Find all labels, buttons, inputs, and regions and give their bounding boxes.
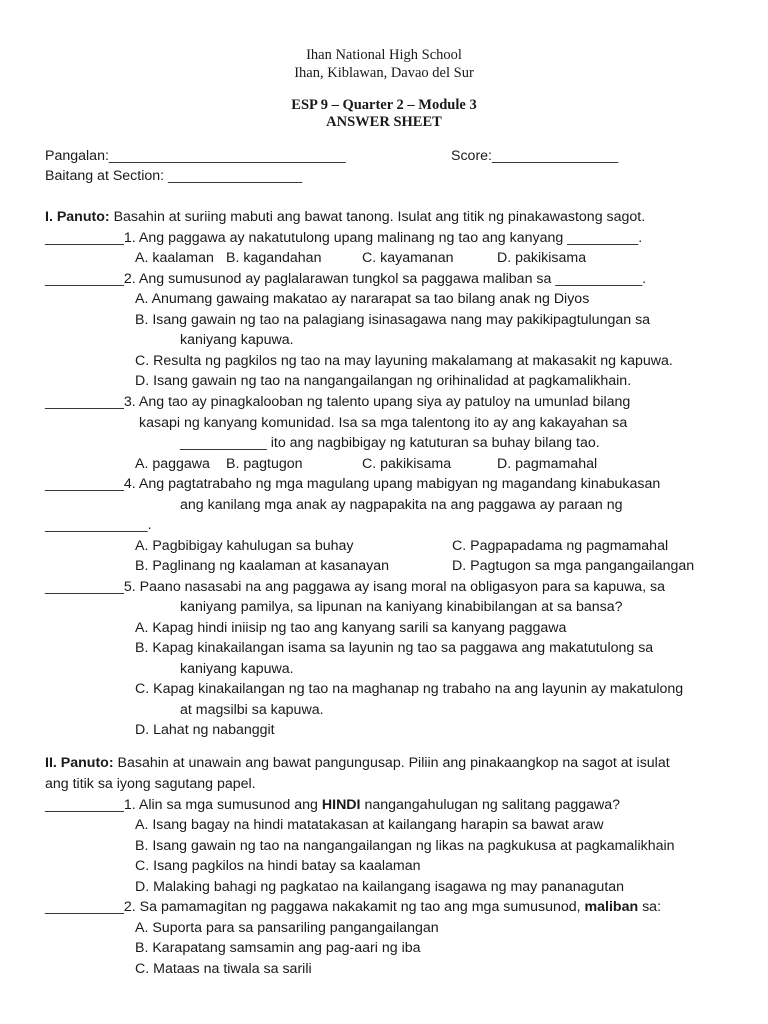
- choice-a: A. Suporta para sa pansariling pangangailangan: [135, 920, 439, 936]
- part2-label: II. Panuto:: [45, 755, 114, 771]
- question-text: 2. Ang sumusunod ay paglalarawan tungkol sa paggawa maliban sa ___________.: [123, 271, 647, 287]
- question-text-end: sa:: [638, 899, 662, 915]
- question-text: 1. Alin sa mga sumusunod ang: [123, 797, 322, 813]
- emphasis-text: maliban: [584, 899, 639, 915]
- choice-c: C. pakikisama: [362, 456, 452, 472]
- question-text: 3. Ang tao ay pinagkalooban ng talento upang siya ay patuloy na umunlad bilang: [123, 394, 631, 410]
- choice-a: A. kaalaman: [135, 250, 214, 266]
- choice-b: B. Isang gawain ng tao na palagiang isinasagawa nang may pakikipagtulungan sa: [135, 312, 651, 328]
- answer-blank[interactable]: __________: [45, 579, 124, 595]
- choice-b: B. Karapatang samsamin ang pag-aari ng iba: [135, 940, 421, 956]
- question-text: 1. Ang paggawa ay nakatutulong upang malinang ng tao ang kanyang _________.: [123, 230, 643, 246]
- choice-c: C. Isang pagkilos na hindi batay sa kaalaman: [135, 858, 421, 874]
- answer-blank[interactable]: __________: [45, 230, 124, 246]
- question-text-end: nangangahulugan ng salitang paggawa?: [360, 797, 621, 813]
- part1-label: I. Panuto:: [45, 209, 110, 225]
- question-text: 4. Ang pagtatrabaho ng mga magulang upang mabigyan ng magandang kinabukasan: [123, 476, 661, 492]
- question-text: 5. Paano nasasabi na ang paggawa ay isang moral na obligasyon para sa kapuwa, sa: [123, 579, 665, 595]
- choice-b-continued: kaniyang kapuwa.: [180, 332, 294, 348]
- school-address: Ihan, Kiblawan, Davao del Sur: [294, 65, 474, 81]
- choice-b-continued: kaniyang kapuwa.: [180, 661, 294, 677]
- answer-blank-line[interactable]: _____________.: [45, 517, 152, 533]
- answer-blank[interactable]: __________: [45, 271, 124, 287]
- question-row: [45, 897, 661, 917]
- part2-instruction-continued: ang titik sa iyong sagutang papel.: [45, 776, 256, 792]
- choice-a: A. paggawa: [135, 456, 210, 472]
- choice-b: B. kagandahan: [226, 250, 322, 266]
- choice-d: D. Lahat ng nabanggit: [135, 722, 275, 738]
- choice-a: A. Kapag hindi iniisip ng tao ang kanyang sarili sa kanyang paggawa: [135, 620, 567, 636]
- choice-d: D. pagmamahal: [497, 456, 598, 472]
- question-row: [45, 795, 620, 815]
- choice-c: C. Resulta ng pagkilos ng tao na may layuning makalamang at makasakit ng kapuwa.: [135, 353, 673, 369]
- question-text-continued: ang kanilang mga anak ay nagpapakita na ang paggawa ay paraan ng: [180, 497, 623, 513]
- school-name: Ihan National High School: [306, 47, 462, 63]
- choice-c: C. Pagpapadama ng pagmamahal: [452, 538, 669, 554]
- answer-blank[interactable]: __________: [45, 797, 124, 813]
- question-row: [45, 269, 646, 289]
- question-text-continued: kaniyang pamilya, sa lipunan na kaniyang kinabibilangan at sa bansa?: [180, 599, 623, 615]
- question-row: [45, 228, 642, 248]
- question-row: [45, 474, 660, 494]
- choice-d: D. Isang gawain ng tao na nangangailangan ng orihinalidad at pagkamalikhain.: [135, 373, 632, 389]
- choice-b: B. Isang gawain ng tao na nangangailangan ng likas na pagkukusa at pagkamalikhain: [135, 838, 675, 854]
- question-row: [45, 577, 665, 597]
- choice-c: C. Kapag kinakailangan ng tao na maghanap ng trabaho na ang layunin ay makatulong: [135, 681, 684, 697]
- choice-c: C. kayamanan: [362, 250, 454, 266]
- choice-d: D. Malaking bahagi ng pagkatao na kailangang isagawa ng may pananagutan: [135, 879, 625, 895]
- choice-a: A. Pagbibigay kahulugan sa buhay: [135, 538, 354, 554]
- part2-instruction-text: Basahin at unawain ang bawat pangungusap. Piliin ang pinakaangkop na sagot at isulat: [113, 755, 670, 771]
- answer-blank[interactable]: __________: [45, 899, 124, 915]
- choice-b: B. pagtugon: [226, 456, 303, 472]
- part2-instruction: [45, 753, 670, 773]
- sheet-title: ANSWER SHEET: [326, 114, 442, 130]
- question-row: [45, 392, 630, 412]
- choice-a: A. Isang bagay na hindi matatakasan at kailangang harapin sa bawat araw: [135, 817, 604, 833]
- answer-blank[interactable]: __________: [45, 394, 124, 410]
- choice-b: B. Paglinang ng kaalaman at kasanayan: [135, 558, 389, 574]
- part1-instruction: [45, 207, 645, 227]
- answer-blank[interactable]: __________: [45, 476, 124, 492]
- emphasis-text: HINDI: [321, 797, 361, 813]
- choice-a: A. Anumang gawaing makatao ay nararapat sa tao bilang anak ng Diyos: [135, 291, 590, 307]
- name-field[interactable]: Pangalan:______________________________: [45, 148, 346, 164]
- section-field[interactable]: Baitang at Section: _________________: [45, 168, 303, 184]
- choice-d: D. Pagtugon sa mga pangangailangan: [452, 558, 695, 574]
- question-text-continued: kasapi ng kanyang komunidad. Isa sa mga talentong ito ay ang kakayahan sa: [139, 415, 628, 431]
- score-field[interactable]: Score:________________: [451, 148, 619, 164]
- question-text-continued: ___________ ito ang nagbibigay ng katuturan sa buhay bilang tao.: [180, 435, 600, 451]
- choice-b: B. Kapag kinakailangan isama sa layunin ng tao sa paggawa ang makatutulong sa: [135, 640, 654, 656]
- question-text: 2. Sa pamamagitan ng paggawa nakakamit ng tao ang mga sumusunod,: [123, 899, 585, 915]
- choice-c-continued: at magsilbi sa kapuwa.: [180, 702, 324, 718]
- module-title: ESP 9 – Quarter 2 – Module 3: [291, 97, 477, 113]
- choice-c: C. Mataas na tiwala sa sarili: [135, 961, 312, 977]
- part1-instruction-text: Basahin at suriing mabuti ang bawat tanong. Isulat ang titik ng pinakawastong sagot.: [109, 209, 646, 225]
- choice-d: D. pakikisama: [497, 250, 587, 266]
